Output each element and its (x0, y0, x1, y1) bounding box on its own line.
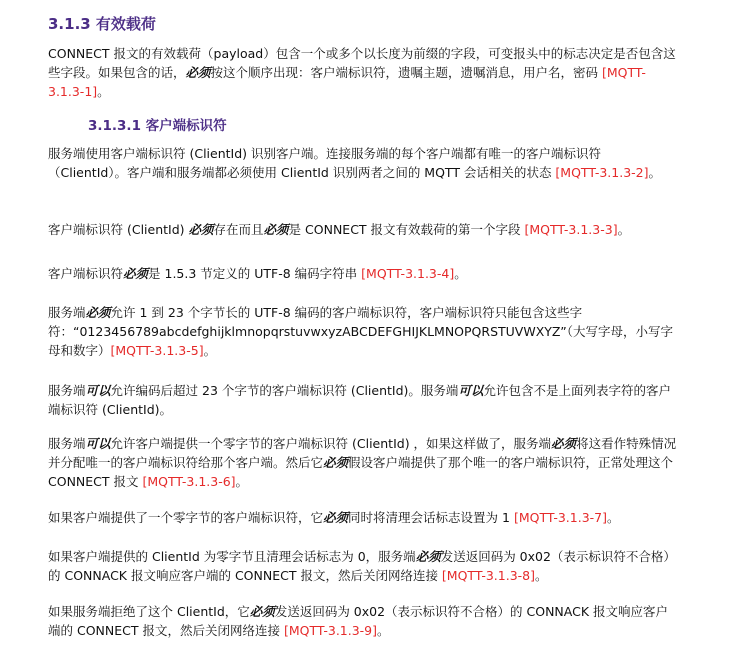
must-keyword: 必须 (323, 510, 349, 525)
must-keyword: 必须 (85, 305, 111, 320)
must-keyword: 必须 (415, 549, 441, 564)
clientid-paragraph-4 (48, 303, 678, 360)
paragraph-text: 如果客户端提供的 ClientId 为零字节且清理会话标志为 0，服务端 (48, 549, 416, 564)
paragraph-text: 如果服务端拒绝了这个 ClientId，它 (48, 604, 250, 619)
must-keyword: 必须 (249, 604, 275, 619)
paragraph-text: 。 (617, 222, 631, 237)
paragraph-text: 。 (648, 165, 661, 180)
clientid-paragraph-1 (48, 144, 678, 182)
requirement-reference: [MQTT-3.1.3-2] (555, 165, 649, 180)
paragraph-text: 按这个顺序出现：客户端标识符，遗嘱主题，遗嘱消息，用户名，密码 (210, 65, 603, 80)
clientid-paragraph-8 (48, 547, 678, 585)
paragraph-text: 。 (377, 623, 390, 638)
payload-intro-paragraph (48, 44, 678, 101)
paragraph-text: CONNECT 报文的有效载荷（payload）包含一个或多个以长度为前缀的字段，可变报头中的标志决定是否包含这些字段。如果包含的话， (48, 46, 676, 80)
paragraph-text: 是 1.5.3 节定义的 UTF-8 编码字符串 (148, 266, 362, 281)
clientid-paragraph-7 (48, 508, 678, 527)
must-keyword: 必须 (185, 65, 211, 80)
must-keyword: 必须 (123, 266, 149, 281)
paragraph-text: 如果客户端提供了一个零字节的客户端标识符，它 (48, 510, 324, 525)
paragraph-text: 。 (454, 266, 467, 281)
paragraph-text: 服务端使用客户端标识符 (ClientId) 识别客户端。连接服务端的每个客户端都有唯一的客户端标识符（ClientId）。客户端和服务端都必须使用 ClientId 识别两者之间的 MQTT 会话相关的状态 (48, 146, 602, 180)
paragraph-text: 。 (534, 568, 548, 583)
paragraph-text: 发送返回码为 0x02（表示标识符不合格）的 CONNACK 报文响应客户端的 CONNECT 报文，然后关闭网络连接 (48, 549, 676, 583)
must-keyword: 必须 (551, 436, 577, 451)
requirement-reference: [MQTT-3.1.3-3] (524, 222, 618, 237)
requirement-reference: [MQTT-3.1.3-4] (361, 266, 455, 281)
paragraph-text: 允许包含不是上面列表字符的客户端标识符 (ClientId)。 (48, 383, 671, 417)
clientid-paragraph-9 (48, 602, 678, 640)
paragraph-text: 发送返回码为 0x02（表示标识符不合格）的 CONNACK 报文响应客户端的 CONNECT 报文，然后关闭网络连接 (48, 604, 669, 638)
must-keyword: 必须 (263, 222, 289, 237)
requirement-reference: [MQTT-3.1.3-7] (513, 510, 607, 525)
paragraph-text: 。 (607, 510, 620, 525)
may-keyword: 可以 (458, 383, 484, 398)
paragraph-text: 将这看作特殊情况并分配唯一的客户端标识符给那个客户端。然后它 (48, 436, 677, 470)
requirement-reference: [MQTT-3.1.3-8] (441, 568, 535, 583)
paragraph-text: 。 (235, 474, 249, 489)
clientid-paragraph-5 (48, 381, 678, 419)
may-keyword: 可以 (85, 436, 111, 451)
requirement-reference: [MQTT-3.1.3-6] (142, 474, 236, 489)
clientid-paragraph-2 (48, 220, 678, 239)
paragraph-text: 服务端 (48, 436, 86, 451)
paragraph-text: 客户端标识符 (ClientId) (48, 222, 189, 237)
paragraph-text: 。 (97, 84, 110, 99)
paragraph-text: 允许 1 到 23 个字节长的 UTF-8 编码的客户端标识符，客户端标识符只能包含这些字符：“0123456789abcdefghijklmnopqrstuvwxyzABCDEFGHIJKLMNOPQRSTUVWXYZ”（大写字母，小写字母和数字） (48, 305, 673, 358)
section-heading: 3.1.3 有效载荷 (48, 15, 156, 33)
paragraph-text: 允许客户端提供一个零字节的客户端标识符 (ClientId) ，如果这样做了，服务端 (110, 436, 552, 451)
paragraph-text: 服务端 (48, 305, 86, 320)
paragraph-text: 存在而且 (213, 222, 264, 237)
requirement-reference: [MQTT-3.1.3-5] (110, 343, 204, 358)
requirement-reference: [MQTT-3.1.3-9] (283, 623, 378, 638)
paragraph-text: 服务端 (48, 383, 86, 398)
paragraph-text: 客户端标识符 (48, 266, 124, 281)
clientid-paragraph-6 (48, 434, 678, 491)
paragraph-text: 允许编码后超过 23 个字节的客户端标识符 (ClientId)。服务端 (110, 383, 459, 398)
subsection-heading: 3.1.3.1 客户端标识符 (88, 118, 227, 134)
requirement-reference: [MQTT-3.1.3-1] (48, 65, 646, 99)
clientid-paragraph-3 (48, 264, 678, 283)
must-keyword: 必须 (188, 222, 214, 237)
must-keyword: 必须 (323, 455, 349, 470)
paragraph-text: 。 (203, 343, 217, 358)
paragraph-text: 是 CONNECT 报文有效载荷的第一个字段 (288, 222, 525, 237)
paragraph-text: 假设客户端提供了那个唯一的客户端标识符，正常处理这个 CONNECT 报文 (48, 455, 674, 489)
paragraph-text: 同时将清理会话标志设置为 1 (348, 510, 514, 525)
may-keyword: 可以 (85, 383, 111, 398)
